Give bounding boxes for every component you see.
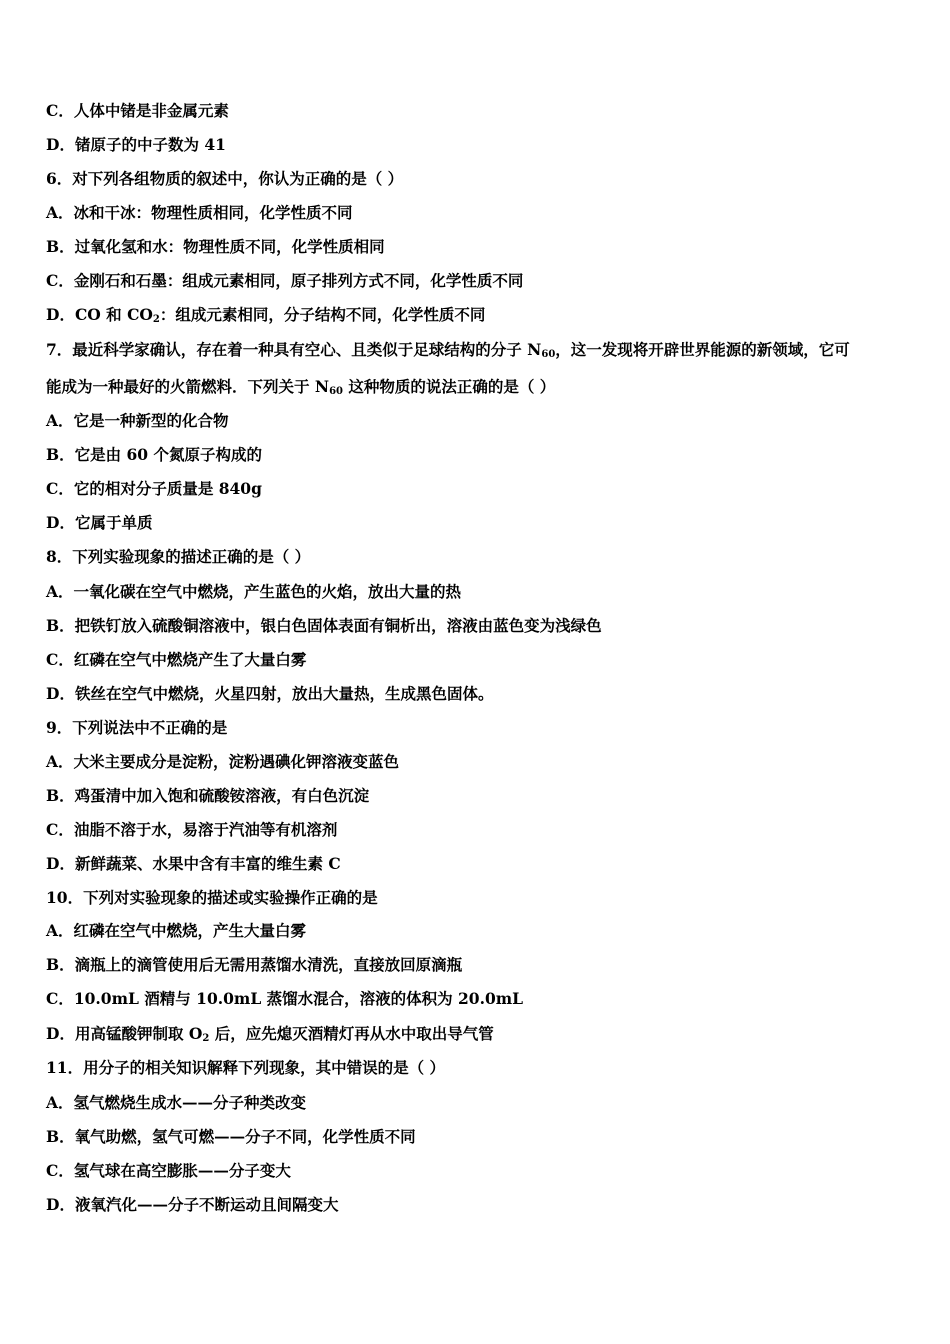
question-7-line-2: 能成为一种最好的火箭燃料．下列关于 $N_{60}$ 这种物质的说法正确的是（ ） — [46, 377, 556, 397]
option-d-q7: D．它属于单质 — [46, 513, 153, 532]
option-d-q10: D．用高锰酸钾制取 $O_2$ 后，应先熄灭酒精灯再从水中取出导气管 — [46, 1024, 494, 1044]
option-b-q9: B．鸡蛋清中加入饱和硫酸铵溶液，有白色沉淀 — [46, 786, 370, 805]
question-6: 6．对下列各组物质的叙述中，你认为正确的是（ ） — [46, 169, 404, 188]
option-c-q10: C．10.0mL 酒精与 10.0mL 蒸馏水混合，溶液的体积为 20.0mL — [46, 989, 524, 1008]
option-a-q9: A．大米主要成分是淀粉，淀粉遇碘化钾溶液变蓝色 — [46, 752, 400, 771]
option-c-q11: C．氢气球在高空膨胀——分子变大 — [46, 1161, 291, 1180]
option-a-q7: A．它是一种新型的化合物 — [46, 411, 229, 430]
option-d-q5: D．锗原子的中子数为 41 — [46, 135, 226, 154]
question-7-line-1: 7．最近科学家确认，存在着一种具有空心、且类似于足球结构的分子 $N_{60}$，这一发现将开辟世界能源的新领域，它可 — [46, 340, 850, 360]
question-9: 9．下列说法中不正确的是 — [46, 718, 228, 737]
option-d-q6: D．CO 和 $CO_2$：组成元素相同，分子结构不同，化学性质不同 — [46, 305, 486, 325]
option-b-q10: B．滴瓶上的滴管使用后无需用蒸馏水清洗，直接放回原滴瓶 — [46, 955, 463, 974]
option-a-q6: A．冰和干冰：物理性质相同，化学性质不同 — [46, 203, 353, 222]
option-c-q8: C．红磷在空气中燃烧产生了大量白雾 — [46, 650, 307, 669]
option-c-q5: C．人体中锗是非金属元素 — [46, 101, 229, 120]
option-d-q11: D．液氧汽化——分子不断运动且间隔变大 — [46, 1195, 339, 1214]
option-d-q8: D．铁丝在空气中燃烧，火星四射，放出大量热，生成黑色固体。 — [46, 684, 494, 703]
question-8: 8．下列实验现象的描述正确的是（ ） — [46, 547, 311, 566]
question-11: 11．用分子的相关知识解释下列现象，其中错误的是（ ） — [46, 1058, 445, 1077]
option-b-q8: B．把铁钉放入硫酸铜溶液中，银白色固体表面有铜析出，溶液由蓝色变为浅绿色 — [46, 616, 602, 635]
option-d-q9: D．新鲜蔬菜、水果中含有丰富的维生素 C — [46, 854, 341, 873]
option-b-q7: B．它是由 60 个氮原子构成的 — [46, 445, 262, 464]
option-c-q9: C．油脂不溶于水，易溶于汽油等有机溶剂 — [46, 820, 338, 839]
option-a-q8: A．一氧化碳在空气中燃烧，产生蓝色的火焰，放出大量的热 — [46, 582, 462, 601]
option-b-q11: B．氧气助燃，氢气可燃——分子不同，化学性质不同 — [46, 1127, 416, 1146]
question-10: 10．下列对实验现象的描述或实验操作正确的是 — [46, 888, 378, 907]
option-a-q11: A．氢气燃烧生成水——分子种类改变 — [46, 1093, 307, 1112]
option-b-q6: B．过氧化氢和水：物理性质不同，化学性质相同 — [46, 237, 385, 256]
option-a-q10: A．红磷在空气中燃烧，产生大量白雾 — [46, 921, 307, 940]
option-c-q7: C．它的相对分子质量是 840g — [46, 479, 262, 498]
option-c-q6: C．金刚石和石墨：组成元素相同，原子排列方式不同，化学性质不同 — [46, 271, 524, 290]
